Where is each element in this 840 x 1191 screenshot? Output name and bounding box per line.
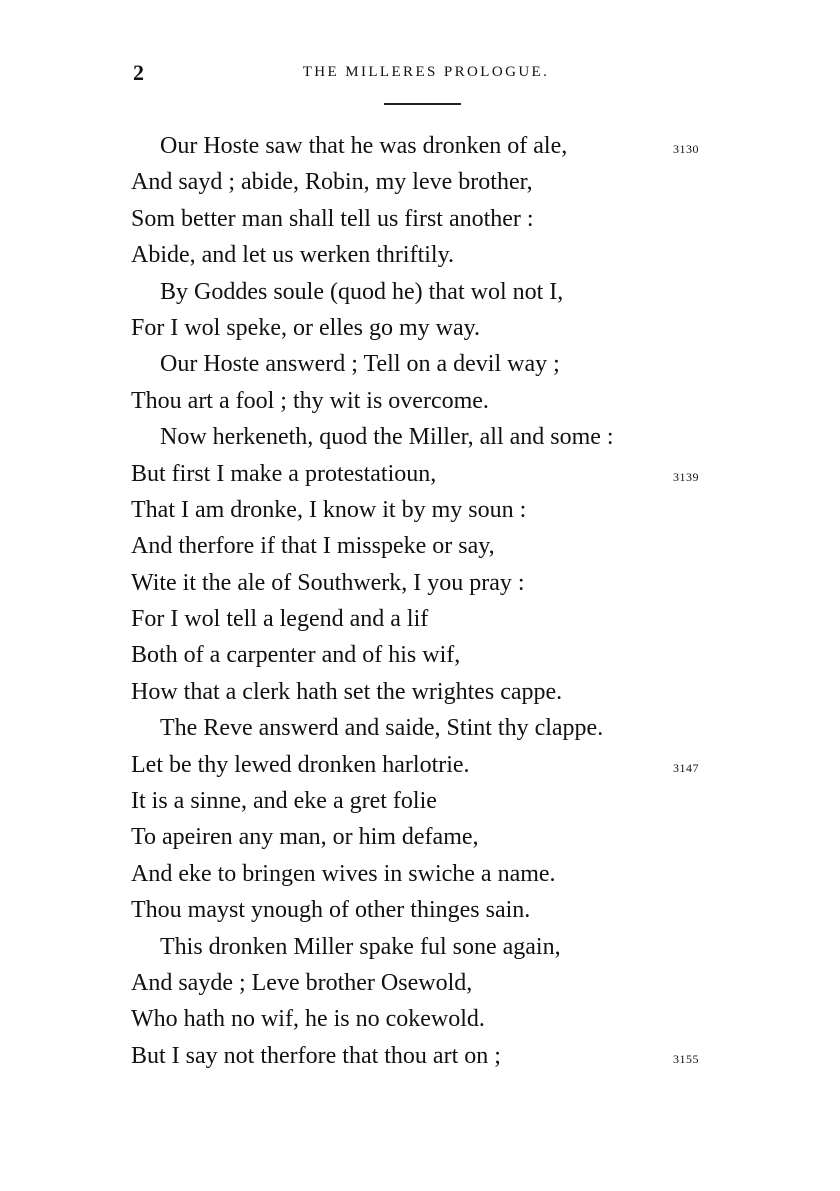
verse-line [0, 346, 840, 382]
verse-line [0, 237, 840, 273]
verse-line-text: By Goddes soule (quod he) that wol not I, [160, 278, 564, 305]
verse-line [0, 783, 840, 819]
verse-line-text: Our Hoste saw that he was dronken of ale, [160, 133, 568, 159]
verse-line-text: Som better man shall tell us first another : [131, 205, 534, 232]
verse-line-text: How that a clerk hath set the wrightes cappe. [131, 678, 563, 705]
verse-line [0, 929, 840, 965]
verse-line-text: Let be thy lewed dronken harlotrie. [131, 751, 470, 778]
verse-line-text: This dronken Miller spake ful sone again, [160, 933, 561, 960]
verse-line [0, 310, 840, 346]
verse-line [0, 383, 840, 419]
verse-line-text: To apeiren any man, or him defame, [131, 824, 479, 851]
page-number: 2 [133, 60, 144, 85]
verse-line-text: But first I make a protestatioun, [131, 460, 437, 487]
verse-line-text: Both of a carpenter and of his wif, [131, 642, 461, 669]
verse-line [0, 1038, 840, 1074]
verse-line [0, 965, 840, 1001]
verse-line [0, 710, 840, 746]
line-number: 3130 [673, 142, 699, 156]
verse-line-text: Thou art a fool ; thy wit is overcome. [131, 387, 489, 414]
verse-line-text: And sayd ; abide, Robin, my leve brother, [131, 169, 533, 196]
verse-line [0, 892, 840, 928]
verse-line-text: Our Hoste answerd ; Tell on a devil way ; [160, 351, 560, 378]
verse-line [0, 856, 840, 892]
verse-line [0, 819, 840, 855]
verse-line-text: And eke to bringen wives in swiche a name. [131, 860, 556, 887]
line-number: 3139 [673, 469, 699, 484]
verse-line-text: It is a sinne, and eke a gret folie [131, 788, 437, 815]
running-title: THE MILLERES PROLOGUE. [302, 64, 550, 80]
verse-line [0, 492, 840, 528]
verse-line-text: Wite it the ale of Southwerk, I you pray : [131, 569, 525, 596]
verse-line-text: For I wol tell a legend and a lif [131, 606, 429, 633]
verse-line [0, 128, 840, 164]
verse-line [0, 164, 840, 200]
verse-line-text: And therfore if that I misspeke or say, [131, 533, 495, 560]
line-number: 3155 [673, 1051, 699, 1066]
verse-line-text: Now herkeneth, quod the Miller, all and some : [160, 424, 614, 451]
verse-line-text: Thou mayst ynough of other thinges sain. [131, 897, 531, 924]
verse-line-text: Abide, and let us werken thriftily. [131, 242, 455, 269]
line-number: 3147 [673, 760, 699, 775]
verse-line-text: And sayde ; Leve brother Osewold, [131, 969, 473, 996]
verse-line-text: For I wol speke, or elles go my way. [131, 314, 481, 341]
verse-line [0, 601, 840, 637]
verse-line [0, 565, 840, 601]
verse-line-text: The Reve answerd and saide, Stint thy clappe. [160, 715, 604, 742]
verse-line [0, 419, 840, 455]
verse-line [0, 528, 840, 564]
verse-line [0, 274, 840, 310]
verse-line-text: But I say not therfore that thou art on ; [131, 1042, 501, 1069]
verse-line [0, 456, 840, 492]
verse-line [0, 747, 840, 783]
poem-text [0, 128, 840, 1074]
verse-line [0, 201, 840, 237]
verse-line [0, 1001, 840, 1037]
verse-line-text: Who hath no wif, he is no cokewold. [131, 1006, 485, 1033]
header-rule [384, 103, 461, 105]
verse-line-text: That I am dronke, I know it by my soun : [131, 496, 527, 523]
verse-line [0, 637, 840, 673]
verse-line [0, 674, 840, 710]
